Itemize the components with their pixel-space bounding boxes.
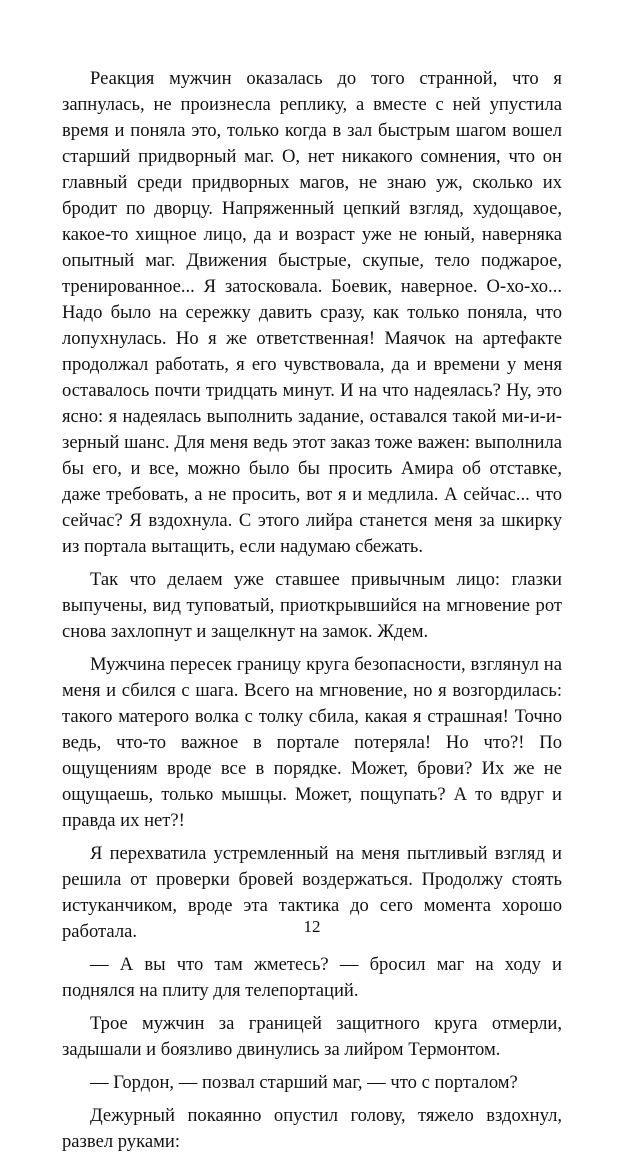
- page-number: 12: [303, 917, 321, 936]
- paragraph: Мужчина пересек границу круга безопасности, взглянул на меня и сбился с шага. Всего на мгновение, но я возгордилась: такого матерого волка с толку сбила, какая я страшная! Точно ведь, что-то важное в портале потеряла! Но что?! По ощущениям вроде все в порядке. Может, брови? Их же не ощущаешь, только мышцы. Может, пощупать? А то вдруг и правда их нет?!: [62, 654, 562, 831]
- paragraph: Так что делаем уже ставшее привычным лицо: глазки выпучены, вид туповатый, приоткрывшийся на мгновение рот снова захлопнут и защелкнут на замок. Ждем.: [62, 569, 562, 642]
- body-text: [62, 66, 562, 1155]
- paragraph: Трое мужчин за границей защитного круга отмерли, задышали и боязливо двинулись за лийром Термонтом.: [62, 1013, 562, 1060]
- paragraph: Я перехватила устремленный на меня пытливый взгляд и решила от проверки бровей воздержаться. Продолжу стоять истуканчиком, вроде эта тактика до сего момента хорошо работала.: [62, 843, 562, 942]
- paragraph: Дежурный покаянно опустил голову, тяжело вздохнул, развел руками:: [62, 1105, 562, 1152]
- paragraph: — Гордон, — позвал старший маг, — что с порталом?: [90, 1072, 518, 1093]
- paragraph: — А вы что там жметесь? — бросил маг на ходу и поднялся на плиту для телепортаций.: [62, 954, 562, 1001]
- paragraph: Реакция мужчин оказалась до того странной, что я запнулась, не произнесла реплику, а вместе с ней упустила время и поняла это, только когда в зал быстрым шагом вошел старший придворный маг. О, нет никакого сомнения, что он главный среди придворных магов, не знаю уж, сколько их бродит по дворцу. Напряженный цепкий взгляд, худощавое, какое-то хищное лицо, да и возраст уже не юный, наверняка опытный маг. Движения быстрые, скупые, тело поджарое, тренированное... Я затосковала. Боевик, наверное. О-хо-хо... Надо было на сережку давить сразу, как только поняла, что лопухнулась. Но я же ответственная! Маячок на артефакте продолжал работать, я его чувствовала, да и времени у меня оставалось почти тридцать минут. И на что надеялась? Ну, это ясно: я надеялась выполнить задание, оставался такой ми-и-и-зерный шанс. Для меня ведь этот заказ тоже важен: выполнила бы его, и все, можно было бы просить Амира об отставке, даже требовать, а не просить, вот я и медлила. А сейчас... что сейчас? Я вздохнула. С этого лийра станется меня за шкирку из портала вытащить, если надумаю сбежать.: [62, 68, 562, 557]
